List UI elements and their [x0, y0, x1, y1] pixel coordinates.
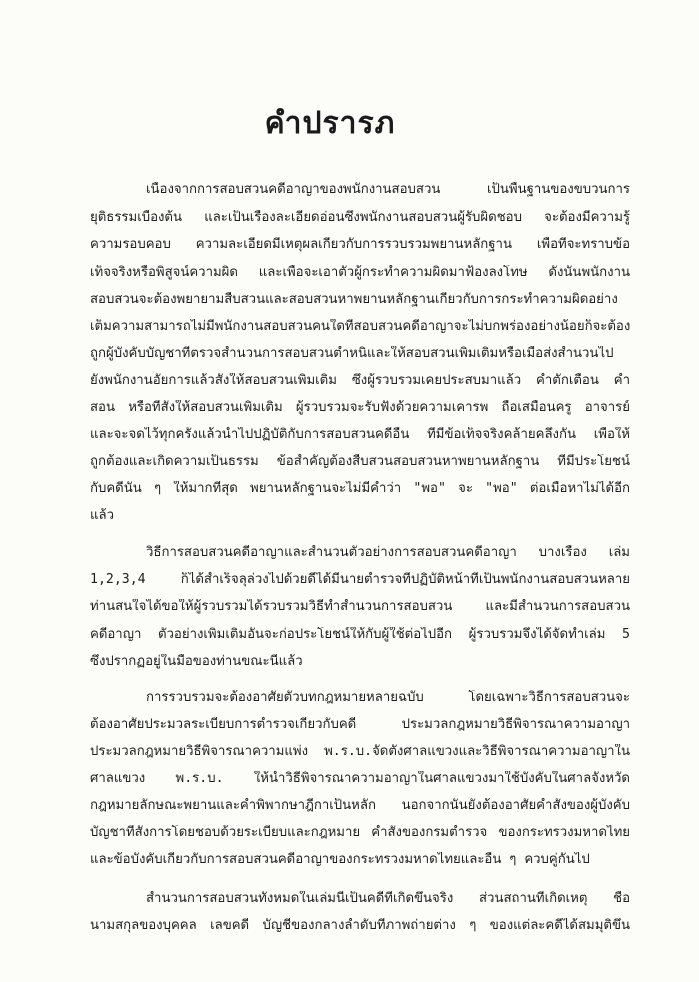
- paragraph-1-line-13: แล้ว: [90, 508, 114, 523]
- paragraph-3-line-2: ต้องอาศัยประมวลระเบียบการตำรวจเกี่ยวกับคดี ประมวลกฎหมายวิธีพิจารณาความอาญา: [90, 717, 630, 732]
- paragraph-2-line-5: ซึ่งปรากฏอยู่ในมือของท่านขณะนี้แล้ว: [90, 654, 303, 669]
- paragraph-3-line-3: ประมวลกฎหมายวิธีพิจารณาความแพ่ง พ.ร.บ.จัดตั้งศาลแขวงและวิธีพิจารณาความอาญาใน: [90, 744, 630, 759]
- paragraph-2-line-1: วิธีการสอบสวนคดีอาญาและสำนวนตัวอย่างการสอบสวนคดีอาญา บางเรื่อง เล่ม: [146, 545, 630, 560]
- paragraph-1-line-8: ยังพนักงานอัยการแล้วสั่งให้สอบสวนเพิ่มเติม ซึ่งผู้รวบรวมเคยประสบมาแล้ว คำตักเตือน คำ: [90, 373, 630, 388]
- paragraph-1-line-12: กับคดีนั้น ๆ ให้มากที่สุด พยานหลักฐานจะไม่มีคำว่า "พอ" จะ "พอ" ต่อเมื่อหาไม่ได้อีก: [90, 481, 630, 496]
- paragraph-2-line-2: 1,2,3,4 ก็ได้สำเร็จลุล่วงไปด้วยดีได้มีนายตำรวจที่ปฏิบัติหน้าที่เป็นพนักงานสอบสวนหลาย: [90, 572, 630, 587]
- paragraph-1-line-3: ความรอบคอบ ความละเอียดมีเหตุผลเกี่ยวกับการรวบรวมพยานหลักฐาน เพื่อที่จะทราบข้อ: [90, 237, 630, 252]
- paragraph-3-line-5: กฎหมายลักษณะพยานและคำพิพากษาฎีกาเป็นหลัก นอกจากนั้นยังต้องอาศัยคำสั่งของผู้บังคับ: [90, 798, 630, 813]
- paragraph-1-line-5: สอบสวนจะต้องพยายามสืบสวนและสอบสวนหาพยานหลักฐานเกี่ยวกับการกระทำความผิดอย่าง: [90, 292, 618, 307]
- paragraph-1-line-7: ถูกผู้บังคับบัญชาที่ตรวจสำนวนการสอบสวนตำหนิและให้สอบสวนเพิ่มเติมหรือเมื่อส่งสำนวนไป: [90, 346, 614, 361]
- paragraph-4-line-2: นามสกุลของบุคคล เลขคดี บัญชีของกลางลำดับที่ภาพถ่ายต่าง ๆ ของแต่ละคดีได้สมมุติขึ้น: [90, 918, 630, 933]
- paragraph-3-line-4: ศาลแขวง พ.ร.บ. ให้นำวิธีพิจารณาความอาญาในศาลแขวงมาใช้บังคับในศาลจังหวัด: [90, 771, 630, 786]
- paragraph-3-line-1: การรวบรวมจะต้องอาศัยตัวบทกฎหมายหลายฉบับ โดยเฉพาะวิธีการสอบสวนจะ: [146, 690, 630, 705]
- paragraph-1-line-11: ถูกต้องและเกิดความเป็นธรรม ข้อสำคัญต้องสืบสวนสอบสวนหาพยานหลักฐาน ที่มีประโยชน์: [90, 454, 630, 469]
- paragraph-1-line-1: เนื่องจากการสอบสวนคดีอาญาของพนักงานสอบสวน เป็นพื้นฐานของขบวนการ: [146, 182, 630, 197]
- paragraph-3-line-6: บัญชาที่สั่งการโดยชอบด้วยระเบียบและกฎหมาย คำสั่งของกรมตำรวจ ของกระทรวงมหาดไทย: [90, 825, 630, 840]
- paragraph-1-line-6: เต็มความสามารถไม่มีพนักงานสอบสวนคนใดที่สอบสวนคดีอาญาจะไม่บกพร่องอย่างน้อยก็จะต้อง: [90, 319, 630, 334]
- paragraph-1-line-2: ยุติธรรมเบื้องต้น และเป็นเรื่องละเอียดอ่อนซึ่งพนักงานสอบสวนผู้รับผิดชอบ จะต้องมีความรู้: [90, 210, 630, 225]
- paragraph-1-line-9: สอน หรือที่สั่งให้สอบสวนเพิ่มเติม ผู้รวบรวมจะรับฟังด้วยความเคารพ ถือเสมือนครู อาจารย์: [90, 400, 630, 415]
- paragraph-3-line-7: และข้อบังคับเกี่ยวกับการสอบสวนคดีอาญาของกระทรวงมหาดไทยและอื่น ๆ ควบคู่กันไป: [90, 852, 590, 867]
- paragraph-4-line-1: สำนวนการสอบสวนทั้งหมดในเล่มนี้เป็นคดีที่เกิดขึ้นจริง ส่วนสถานที่เกิดเหตุ ชื่อ: [146, 891, 630, 906]
- paragraph-1-line-4: เท็จจริงหรือพิสูจน์ความผิด และเพื่อจะเอาตัวผู้กระทำความผิดมาฟ้องลงโทษ ดังนั้นพนักงาน: [90, 265, 630, 280]
- paragraph-1-line-10: และจะจดไว้ทุกครั้งแล้วนำไปปฏิบัติกับการสอบสวนคดีอื่น ที่มีข้อเท็จจริงคล้ายคลึงกัน เพื่อให้: [90, 427, 630, 442]
- paragraph-2-line-3: ท่านสนใจได้ขอให้ผู้รวบรวมได้รวบรวมวิธีทำสำนวนการสอบสวน และมีสำนวนการสอบสวน: [90, 599, 630, 614]
- paragraph-2-line-4: คดีอาญา ตัวอย่างเพิ่มเติมอันจะก่อประโยชน์ให้กับผู้ใช้ต่อไปอีก ผู้รวบรวมจึงได้จัดทำเล่ม 5: [90, 627, 630, 642]
- page-title: คำปรารภ: [264, 106, 396, 141]
